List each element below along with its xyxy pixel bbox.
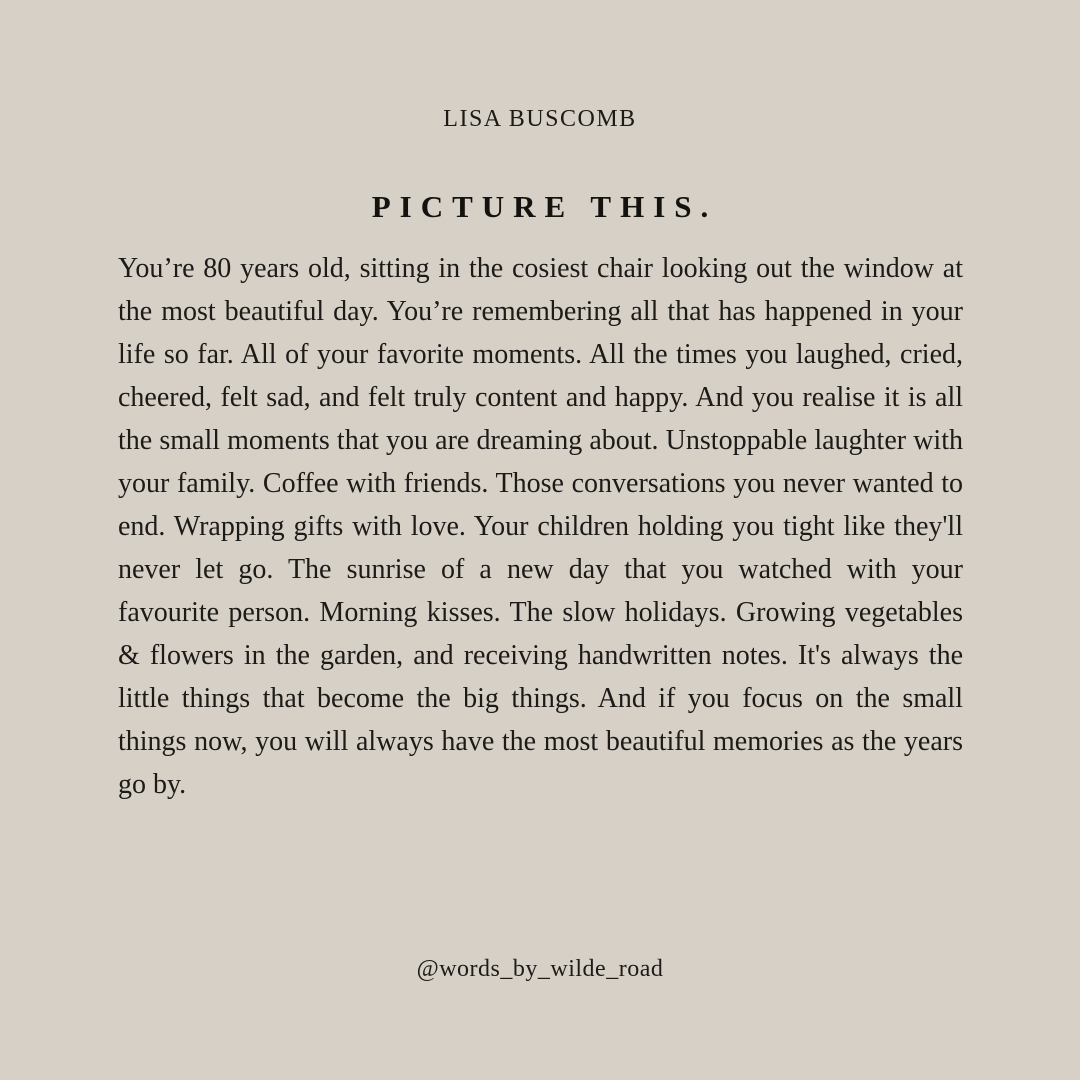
instagram-handle: @words_by_wilde_road xyxy=(416,956,664,982)
page-title: PICTURE THIS. xyxy=(371,189,718,224)
author-name: LISA BUSCOMB xyxy=(443,106,637,132)
quote-text: You’re 80 years old, sitting in the cosiest chair looking out the window at the most beautiful day. You’re remembering all that has happened in your life so far. All of your favorite moments. All the times you laughed, cried, cheered, felt sad, and felt truly content and happy. And you realise it is all the small moments that you are dreaming about. Unstoppable laughter with your family. Coffee with friends. Those conversations you never wanted to end. Wrapping gifts with love. Your children holding you tight like they'll never let go. The sunrise of a new day that you watched with your favourite person. Morning kisses. The slow holidays. Growing vegetables & flowers in the garden, and receiving handwritten notes. It's always the little things that become the big things. And if you focus on the small things now, you will always have the most beautiful memories as the years go by. xyxy=(118,253,963,800)
